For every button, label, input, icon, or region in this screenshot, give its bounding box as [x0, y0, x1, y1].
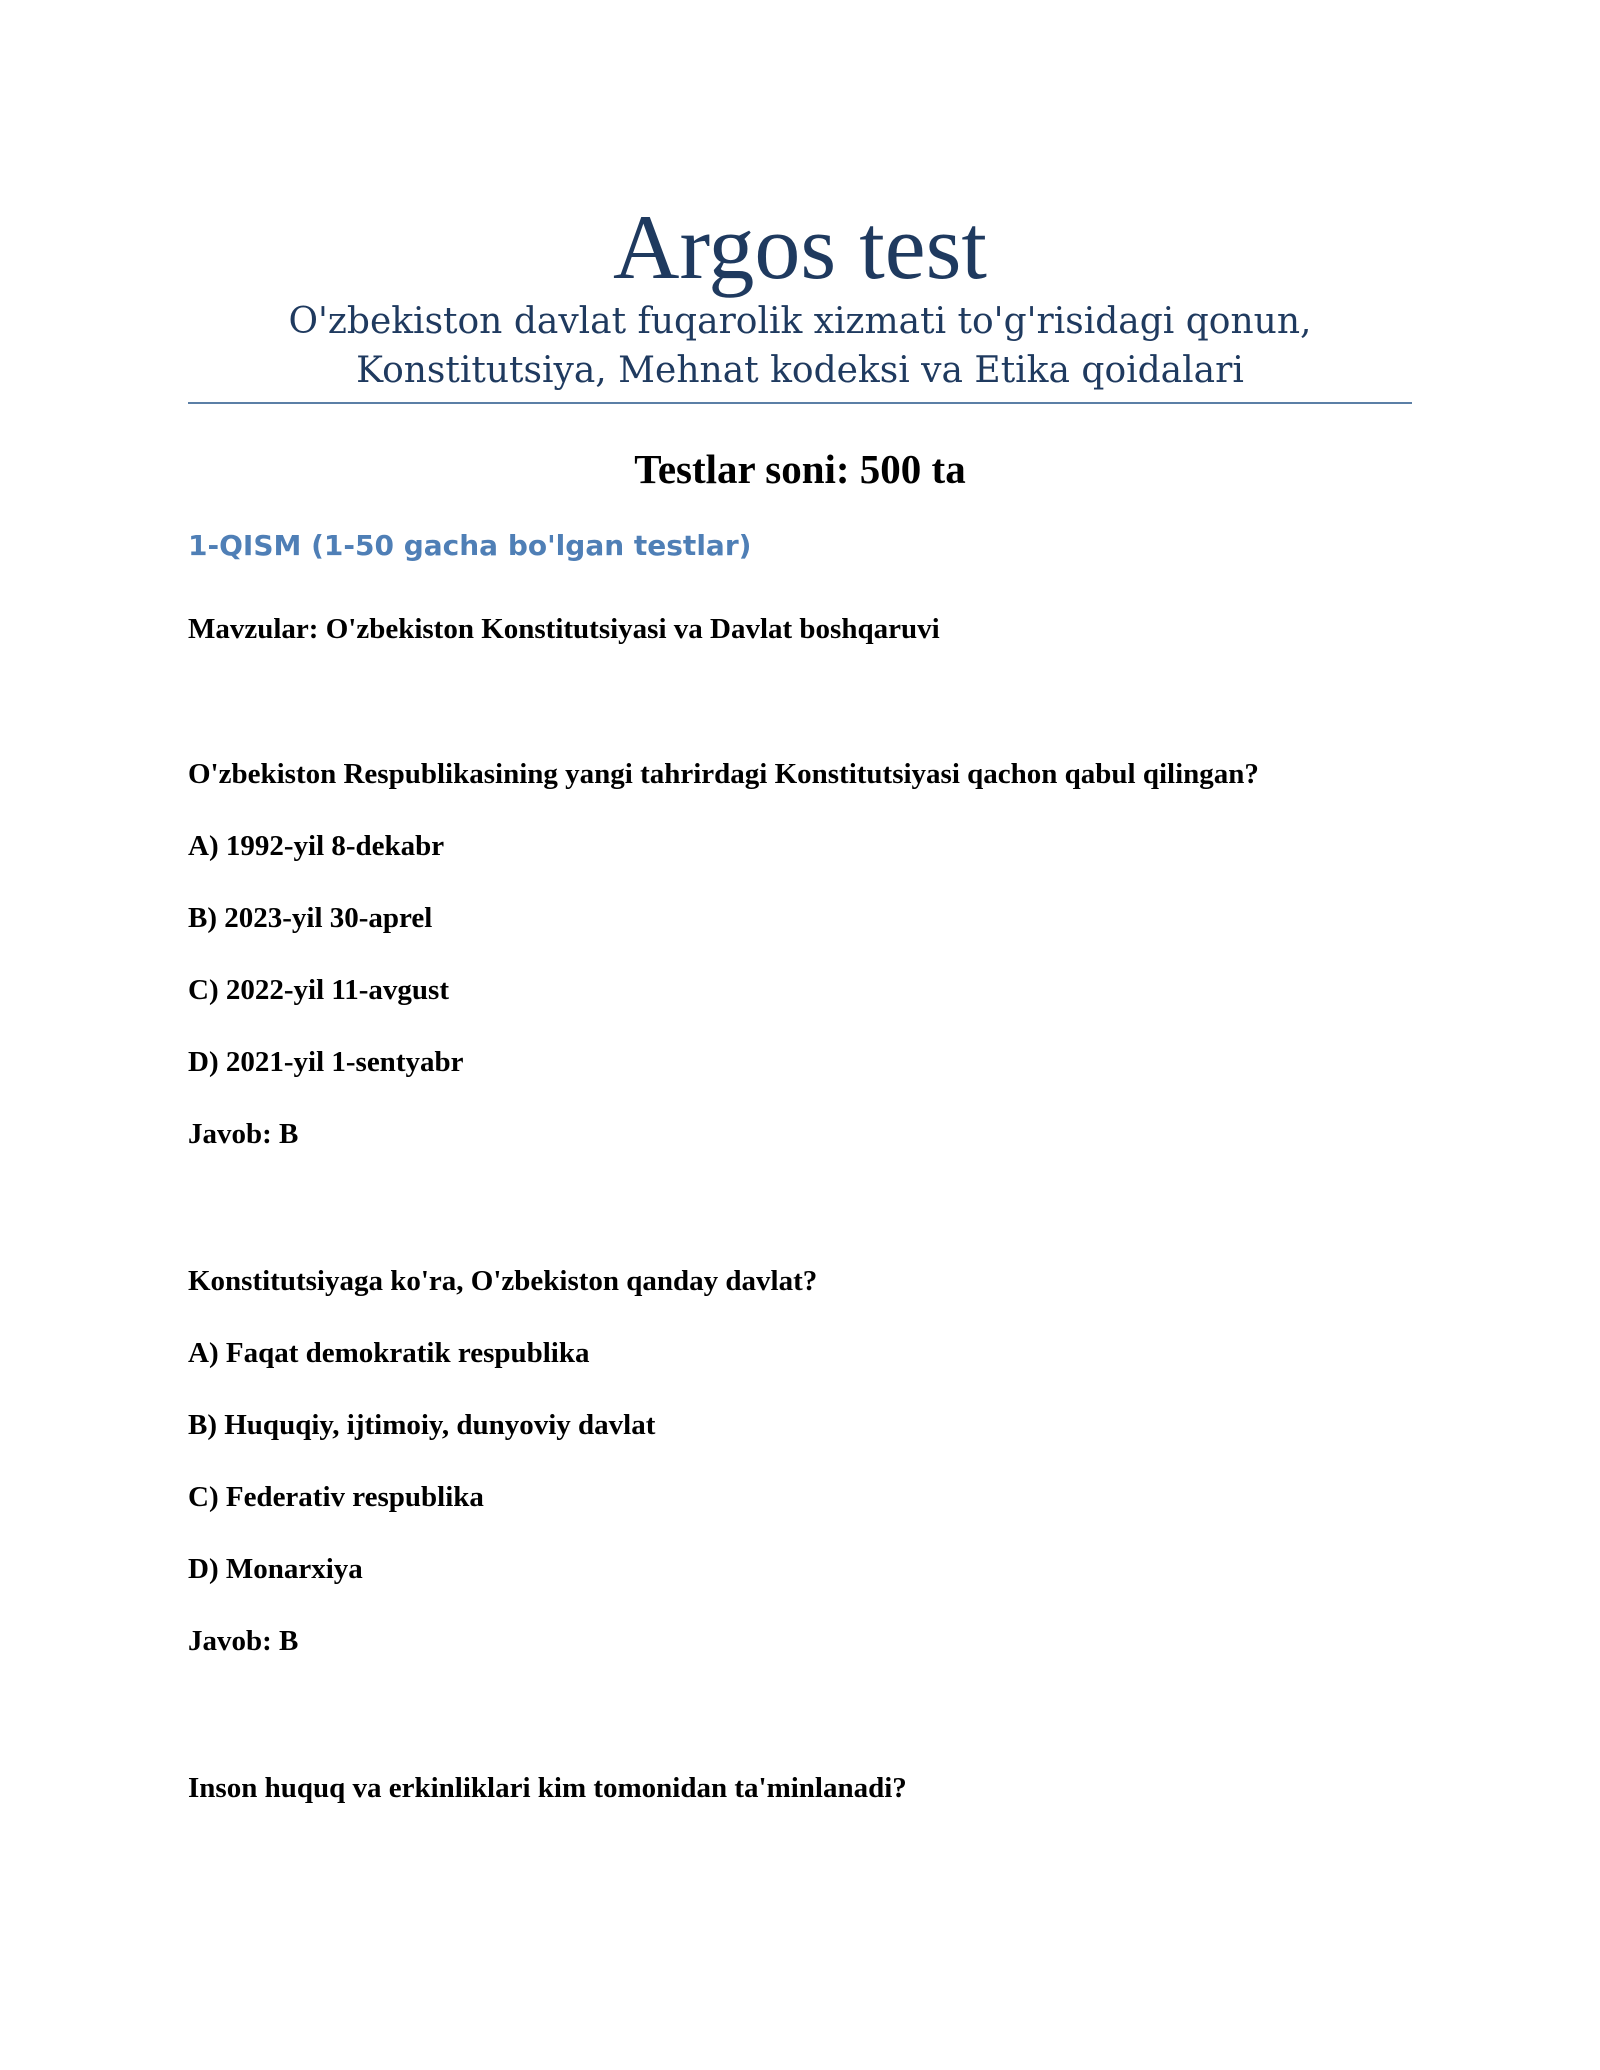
document-title: Argos test [613, 196, 987, 298]
topics-line: Mavzular: O'zbekiston Konstitutsiyasi va Davlat boshqaruvi [188, 613, 940, 645]
question-text: Inson huquq va erkinliklari kim tomonidan ta'minlanadi? [188, 1772, 907, 1804]
answer-option: B) 2023-yil 30-aprel [188, 902, 433, 934]
correct-answer: Javob: B [188, 1625, 299, 1657]
answer-option: A) 1992-yil 8-dekabr [188, 830, 445, 862]
subtitle-line: Konstitutsiya, Mehnat kodeksi va Etika qoidalari [356, 350, 1244, 391]
document-subtitle [188, 297, 1412, 395]
answer-option: C) Federativ respublika [188, 1481, 484, 1513]
question-text: Konstitutsiyaga ko'ra, O'zbekiston qanday davlat? [188, 1265, 818, 1297]
subtitle-line: O'zbekiston davlat fuqarolik xizmati to'g'risidagi qonun, [288, 301, 1312, 342]
test-count: Testlar soni: 500 ta [634, 446, 966, 492]
correct-answer: Javob: B [188, 1118, 299, 1150]
answer-option: B) Huquqiy, ijtimoiy, dunyoviy davlat [188, 1409, 656, 1441]
answer-option: C) 2022-yil 11-avgust [188, 974, 449, 1006]
question-text: O'zbekiston Respublikasining yangi tahrirdagi Konstitutsiyasi qachon qabul qilingan? [188, 758, 1259, 790]
title-divider [188, 402, 1412, 404]
section-heading: 1-QISM (1-50 gacha bo'lgan testlar) [188, 529, 752, 562]
answer-option: D) 2021-yil 1-sentyabr [188, 1046, 464, 1078]
answer-option: D) Monarxiya [188, 1553, 363, 1585]
answer-option: A) Faqat demokratik respublika [188, 1337, 590, 1369]
